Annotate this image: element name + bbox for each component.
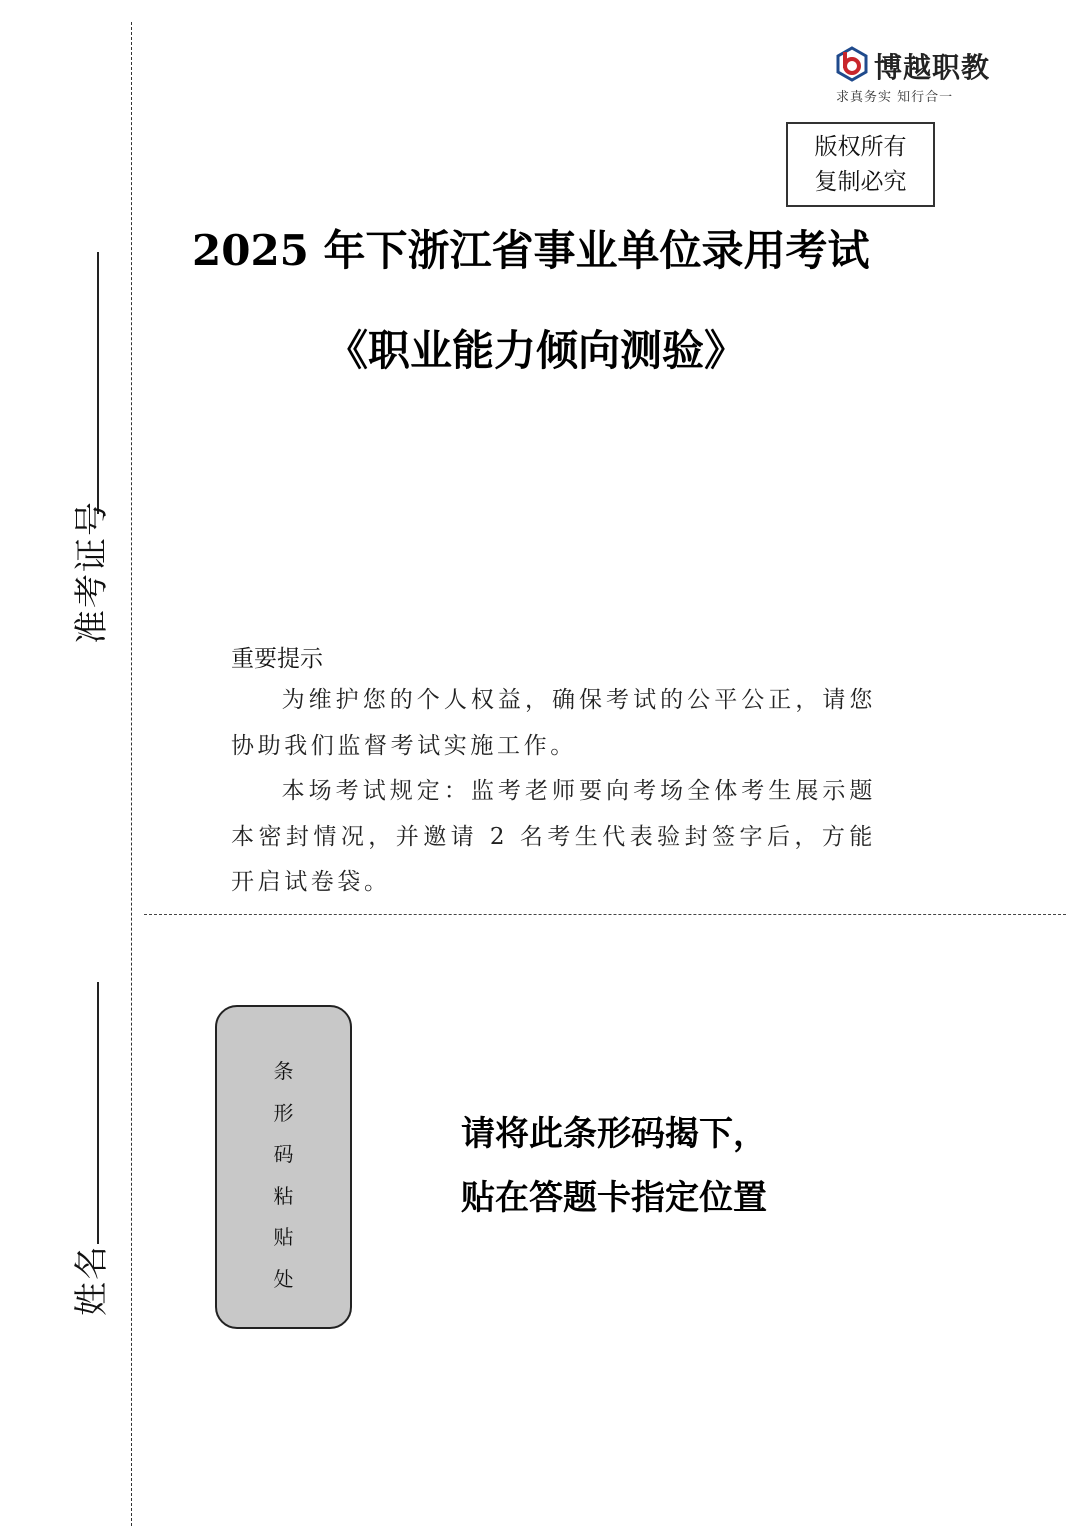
barcode-instruction-line-2: 贴在答题卡指定位置: [461, 1178, 767, 1218]
barcode-paste-area: [215, 1005, 352, 1329]
barcode-char: 形: [273, 1100, 294, 1125]
brand-logo: [834, 42, 994, 108]
name-label: 姓名: [72, 1244, 112, 1316]
barcode-instruction-line-1: 请将此条形码揭下，: [461, 1114, 767, 1154]
barcode-char: 贴: [273, 1225, 294, 1249]
admission-number-label: 准考证号: [72, 500, 112, 644]
copyright-line-2: 复制必究: [814, 168, 907, 195]
copyright-line-1: 版权所有: [814, 133, 907, 160]
binding-dashed-line: [131, 22, 132, 1526]
exam-subject: 《职业能力倾向测验》: [326, 326, 747, 375]
exam-title: 2025 年下浙江省事业单位录用考试: [192, 226, 870, 275]
brand-name: 博越职教: [874, 51, 991, 84]
barcode-char: 粘: [273, 1183, 294, 1208]
notice-body: [231, 678, 876, 906]
barcode-char: 条: [273, 1059, 294, 1083]
brand-slogan: 求真务实 知行合一: [836, 90, 954, 105]
notice-paragraph-2: 本场考试规定：监考老师要向考场全体考生展示题本密封情况，并邀请 2 名考生代表验封签字后，方能开启试卷袋。: [231, 778, 876, 895]
copyright-box: [786, 122, 935, 207]
barcode-char: 处: [273, 1266, 294, 1291]
name-write-line[interactable]: [97, 982, 99, 1244]
brand-mark-icon: [834, 46, 870, 82]
barcode-paste-label: [217, 1051, 350, 1300]
tear-divider: [144, 914, 1066, 915]
barcode-char: 码: [273, 1142, 294, 1166]
admission-number-write-line[interactable]: [97, 252, 99, 514]
notice-heading: 重要提示: [231, 646, 323, 672]
notice-paragraph-1: 为维护您的个人权益，确保考试的公平公正，请您协助我们监督考试实施工作。: [231, 687, 876, 759]
